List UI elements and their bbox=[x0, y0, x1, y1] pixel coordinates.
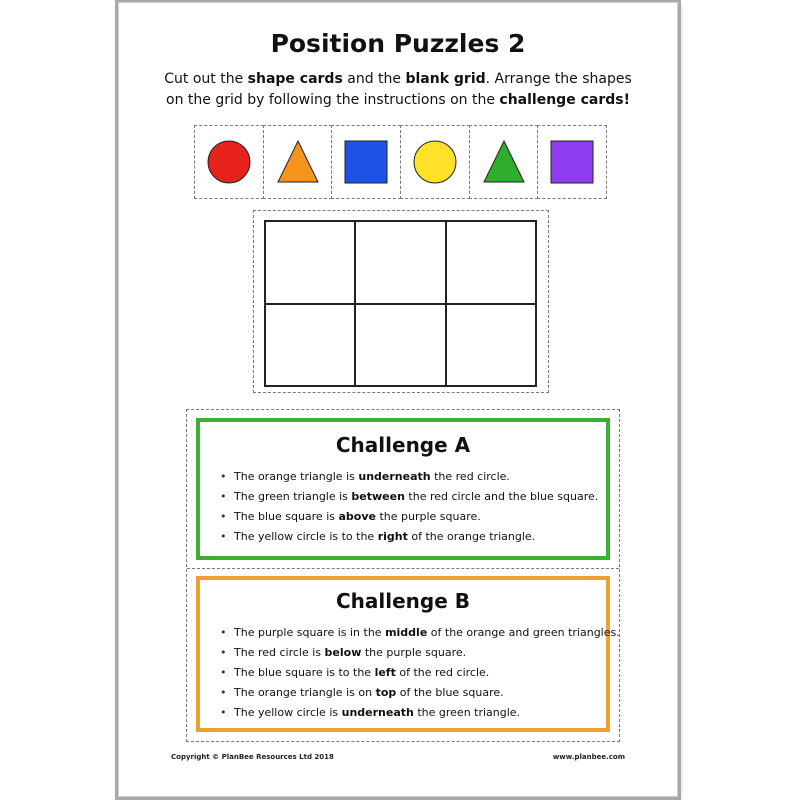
emphasis-text: middle bbox=[385, 626, 428, 639]
grid-cell bbox=[446, 304, 536, 387]
blank-grid bbox=[264, 220, 537, 387]
emphasis-text: underneath bbox=[358, 470, 431, 483]
challenge-instruction bbox=[220, 487, 606, 507]
emphasis-text: left bbox=[374, 666, 396, 679]
shape-card bbox=[400, 125, 470, 199]
challenge-instruction bbox=[220, 507, 606, 527]
bullet-icon: • bbox=[220, 626, 227, 639]
text-run: of the orange and green triangles. bbox=[427, 626, 620, 639]
emphasis-text: underneath bbox=[341, 706, 414, 719]
emphasis-text: shape cards bbox=[247, 71, 343, 87]
emphasis-text: above bbox=[338, 510, 376, 523]
yellow-circle-icon bbox=[412, 139, 458, 185]
emphasis-text: between bbox=[351, 490, 405, 503]
challenge-a-list bbox=[200, 467, 606, 547]
challenge-b-heading: Challenge B bbox=[335, 589, 470, 613]
worksheet-page bbox=[118, 2, 678, 797]
website-text: www.planbee.com bbox=[552, 753, 625, 761]
shape-card bbox=[263, 125, 333, 199]
challenge-instruction bbox=[220, 683, 606, 703]
shape-card bbox=[331, 125, 401, 199]
text-run: the red circle. bbox=[430, 470, 510, 483]
text-run: The green triangle is bbox=[234, 490, 352, 503]
text-run: the red circle and the blue square. bbox=[404, 490, 599, 503]
blue-square-icon bbox=[343, 139, 389, 185]
text-run: . Arrange the shapes bbox=[485, 71, 632, 87]
text-run: of the orange triangle. bbox=[407, 530, 536, 543]
text-run: The orange triangle is bbox=[234, 470, 359, 483]
text-run: the green triangle. bbox=[413, 706, 521, 719]
text-run: The blue square is bbox=[234, 510, 339, 523]
text-run: on the grid by following the instructions on the bbox=[166, 92, 500, 108]
blank-grid-card bbox=[253, 210, 549, 393]
grid-cell bbox=[355, 221, 445, 304]
emphasis-text: blank grid bbox=[405, 71, 486, 87]
challenge-instruction bbox=[220, 467, 606, 487]
bullet-icon: • bbox=[220, 490, 227, 503]
challenge-b-card bbox=[196, 576, 620, 732]
page-title: Position Puzzles 2 bbox=[270, 29, 526, 58]
challenge-b-list bbox=[200, 623, 620, 723]
shape-cards bbox=[195, 125, 607, 199]
green-triangle-icon bbox=[481, 139, 527, 185]
text-run: Cut out the bbox=[164, 71, 248, 87]
emphasis-text: right bbox=[377, 530, 408, 543]
text-run: and the bbox=[342, 71, 406, 87]
text-run: The blue square is to the bbox=[234, 666, 375, 679]
bullet-icon: • bbox=[220, 646, 227, 659]
challenge-a-card bbox=[196, 418, 610, 560]
challenge-instruction bbox=[220, 703, 606, 723]
emphasis-text: challenge cards! bbox=[499, 92, 630, 108]
text-run: the purple square. bbox=[361, 646, 467, 659]
grid-cell bbox=[446, 221, 536, 304]
emphasis-text: below bbox=[324, 646, 362, 659]
text-run: The red circle is bbox=[234, 646, 325, 659]
instructions bbox=[149, 69, 647, 111]
challenge-instruction bbox=[220, 643, 606, 663]
challenge-a-heading: Challenge A bbox=[335, 433, 471, 457]
copyright-text: Copyright © PlanBee Resources Ltd 2018 bbox=[171, 753, 334, 761]
purple-square-icon bbox=[549, 139, 595, 185]
text-run: of the red circle. bbox=[395, 666, 490, 679]
bullet-icon: • bbox=[220, 470, 227, 483]
cut-line bbox=[187, 568, 619, 569]
grid-cell bbox=[265, 221, 355, 304]
text-run: the purple square. bbox=[375, 510, 481, 523]
bullet-icon: • bbox=[220, 530, 227, 543]
shape-card bbox=[469, 125, 539, 199]
text-run: The orange triangle is on bbox=[234, 686, 376, 699]
instructions-line-1 bbox=[149, 69, 647, 90]
challenge-cards bbox=[186, 409, 620, 742]
grid-cell bbox=[265, 304, 355, 387]
shape-card bbox=[194, 125, 264, 199]
challenge-instruction bbox=[220, 623, 620, 643]
bullet-icon: • bbox=[220, 666, 227, 679]
shape-card bbox=[537, 125, 607, 199]
orange-triangle-icon bbox=[275, 139, 321, 185]
bullet-icon: • bbox=[220, 706, 227, 719]
bullet-icon: • bbox=[220, 510, 227, 523]
challenge-instruction bbox=[220, 527, 606, 547]
text-run: of the blue square. bbox=[396, 686, 504, 699]
bullet-icon: • bbox=[220, 686, 227, 699]
text-run: The yellow circle is bbox=[234, 706, 342, 719]
text-run: The yellow circle is to the bbox=[234, 530, 378, 543]
emphasis-text: top bbox=[375, 686, 397, 699]
challenge-instruction bbox=[220, 663, 606, 683]
grid-cell bbox=[355, 304, 445, 387]
text-run: The purple square is in the bbox=[234, 626, 386, 639]
instructions-line-2 bbox=[149, 90, 647, 111]
red-circle-icon bbox=[206, 139, 252, 185]
